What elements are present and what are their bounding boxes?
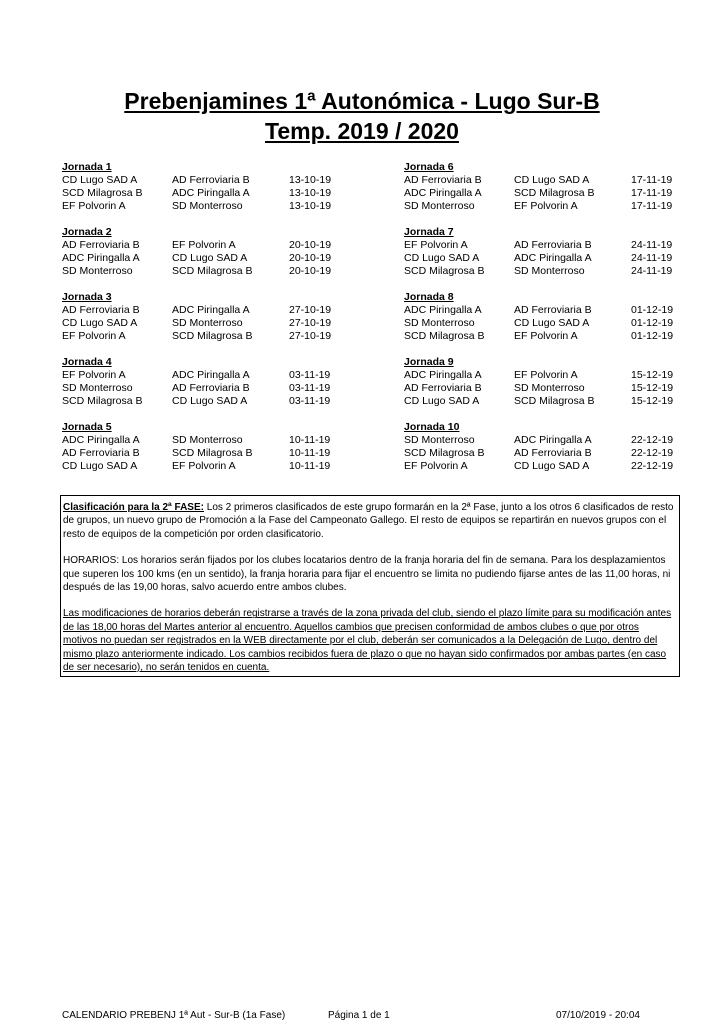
away-team: SCD Milagrosa B: [514, 395, 595, 407]
jornada-heading: Jornada 9: [404, 356, 454, 368]
match-row: [62, 200, 332, 213]
jornada-block: [62, 291, 332, 356]
match-date: 03-11-19: [289, 395, 331, 407]
match-date: 27-10-19: [289, 330, 332, 342]
away-team: ADC Piringalla A: [172, 187, 250, 199]
match-row: [62, 317, 332, 330]
season-title: Temp. 2019 / 2020: [265, 118, 459, 144]
match-date: 15-12-19: [631, 382, 674, 394]
away-team: EF Polvorin A: [514, 330, 578, 342]
jornada-block: [62, 421, 331, 486]
away-team: SD Monterroso: [172, 317, 243, 329]
home-team: AD Ferroviaria B: [62, 304, 140, 316]
home-team: CD Lugo SAD A: [404, 252, 480, 264]
modificaciones-note: Las modificaciones de horarios deberán registrarse a través de la zona privada del club, siendo el plazo límite para su modificación antes de las 18,00 horas del Martes anterior al encuentro. Aquellos cambios que precisen conformidad de ambos clubes o que por otros motivos no puedan ser registrados en la WEB directamente por el club, deberán ser comunicados a la Delegación de Lugo, dentro del mismo plazo anteriormente indicado. Los cambios recibidos fuera de plazo o que no hayan sido confirmados por ambas partes (en caso de ser necesario), no serán tenidos en cuenta.: [63, 608, 672, 674]
jornada-block: [404, 291, 674, 356]
jornada-heading: Jornada 8: [404, 291, 454, 303]
jornada-block: [62, 161, 332, 226]
match-date: 17-11-19: [631, 174, 673, 186]
home-team: SCD Milagrosa B: [62, 395, 143, 407]
jornada-block: [404, 161, 673, 226]
jornada-heading: Jornada 2: [62, 226, 112, 238]
away-team: SCD Milagrosa B: [514, 187, 595, 199]
clasificacion-label: Clasificación para la 2ª FASE:: [63, 502, 204, 513]
away-team: ADC Piringalla A: [172, 304, 250, 316]
away-team: AD Ferroviaria B: [514, 239, 592, 251]
match-row: [62, 252, 332, 265]
away-team: SCD Milagrosa B: [172, 330, 253, 342]
home-team: CD Lugo SAD A: [62, 317, 138, 329]
home-team: ADC Piringalla A: [62, 252, 140, 264]
home-team: ADC Piringalla A: [404, 304, 482, 316]
away-team: AD Ferroviaria B: [172, 174, 250, 186]
home-team: EF Polvorin A: [404, 239, 468, 251]
match-row: [62, 239, 332, 252]
home-team: CD Lugo SAD A: [404, 395, 480, 407]
jornada-heading: Jornada 3: [62, 291, 112, 303]
footer-document-name: CALENDARIO PREBENJ 1ª Aut - Sur-B (1a Fase): [62, 1010, 286, 1021]
match-date: 17-11-19: [631, 200, 673, 212]
horarios-note: HORARIOS: Los horarios serán fijados por los clubes locatarios dentro de la franja horaria del fin de semana. Para los desplazamientos que superen los 100 kms (en un sentido), la franja horaria para fijar el encuentro se limita no pudiendo fijarse antes de las 11,00 horas, ni después de las 19,00 horas, salvo acuerdo entre ambos clubes.: [63, 555, 671, 594]
match-row: [62, 304, 332, 317]
away-team: CD Lugo SAD A: [514, 460, 590, 472]
match-row: [62, 265, 332, 278]
home-team: ADC Piringalla A: [404, 187, 482, 199]
home-team: EF Polvorin A: [404, 460, 468, 472]
away-team: SD Monterroso: [172, 434, 243, 446]
home-team: SD Monterroso: [62, 265, 133, 277]
home-team: AD Ferroviaria B: [404, 382, 482, 394]
home-team: CD Lugo SAD A: [62, 460, 138, 472]
match-date: 13-10-19: [289, 174, 332, 186]
home-team: AD Ferroviaria B: [404, 174, 482, 186]
match-date: 13-10-19: [289, 200, 332, 212]
match-date: 17-11-19: [631, 187, 673, 199]
away-team: SD Monterroso: [172, 200, 243, 212]
jornada-heading: Jornada 4: [62, 356, 112, 368]
match-row: [404, 434, 674, 447]
match-row: [404, 304, 674, 317]
match-row: [404, 174, 673, 187]
jornadas-column-left: [62, 161, 332, 486]
home-team: SD Monterroso: [62, 382, 133, 394]
match-row: [404, 265, 673, 278]
away-team: AD Ferroviaria B: [514, 304, 592, 316]
away-team: ADC Piringalla A: [514, 252, 592, 264]
jornada-block: [404, 356, 674, 421]
match-date: 03-11-19: [289, 382, 331, 394]
match-row: [404, 187, 673, 200]
match-row: [62, 447, 331, 460]
notes-box: [60, 495, 680, 677]
match-date: 20-10-19: [289, 265, 332, 277]
match-date: 22-12-19: [631, 460, 674, 472]
away-team: SCD Milagrosa B: [172, 265, 253, 277]
home-team: SCD Milagrosa B: [62, 187, 143, 199]
home-team: ADC Piringalla A: [62, 434, 140, 446]
jornada-heading: Jornada 7: [404, 226, 454, 238]
match-row: [62, 460, 331, 473]
jornada-block: [62, 226, 332, 291]
match-row: [62, 382, 331, 395]
away-team: AD Ferroviaria B: [514, 447, 592, 459]
home-team: SD Monterroso: [404, 434, 475, 446]
away-team: EF Polvorin A: [172, 460, 236, 472]
clasificacion-text: Los 2 primeros clasificados de este grupo formarán en la 2ª Fase, junto a los otros 6 clasificados de resto de grupos, un nuevo grupo de Promoción a la Fase del Campeonato Gallego. El resto de equipos se repartirán en nuevos grupos con el resto de equipos de la competición por orden clasificatorio.: [63, 502, 674, 540]
match-date: 13-10-19: [289, 187, 332, 199]
footer-timestamp: 07/10/2019 - 20:04: [556, 1010, 640, 1021]
match-row: [62, 174, 332, 187]
match-date: 10-11-19: [289, 447, 331, 459]
match-date: 27-10-19: [289, 317, 332, 329]
match-date: 24-11-19: [631, 252, 673, 264]
clasificacion-note: [63, 501, 675, 541]
jornadas-column-right: [404, 161, 674, 486]
home-team: SD Monterroso: [404, 200, 475, 212]
jornada-block: [62, 356, 331, 421]
home-team: SCD Milagrosa B: [404, 330, 485, 342]
match-date: 20-10-19: [289, 239, 332, 251]
match-row: [62, 434, 331, 447]
away-team: CD Lugo SAD A: [172, 252, 248, 264]
away-team: ADC Piringalla A: [514, 434, 592, 446]
away-team: SCD Milagrosa B: [172, 447, 253, 459]
match-date: 15-12-19: [631, 395, 674, 407]
match-date: 24-11-19: [631, 265, 673, 277]
away-team: SD Monterroso: [514, 382, 585, 394]
home-team: EF Polvorin A: [62, 369, 126, 381]
away-team: CD Lugo SAD A: [172, 395, 248, 407]
match-date: 20-10-19: [289, 252, 332, 264]
away-team: CD Lugo SAD A: [514, 317, 590, 329]
away-team: SD Monterroso: [514, 265, 585, 277]
match-row: [404, 239, 673, 252]
match-date: 22-12-19: [631, 447, 674, 459]
match-date: 27-10-19: [289, 304, 332, 316]
jornada-heading: Jornada 1: [62, 161, 112, 173]
jornada-block: [404, 421, 674, 486]
match-date: 24-11-19: [631, 239, 673, 251]
home-team: EF Polvorin A: [62, 200, 126, 212]
home-team: SCD Milagrosa B: [404, 447, 485, 459]
away-team: AD Ferroviaria B: [172, 382, 250, 394]
home-team: AD Ferroviaria B: [62, 447, 140, 459]
home-team: ADC Piringalla A: [404, 369, 482, 381]
match-date: 10-11-19: [289, 460, 331, 472]
match-row: [62, 395, 331, 408]
match-date: 01-12-19: [631, 304, 674, 316]
jornada-heading: Jornada 10: [404, 421, 460, 433]
match-row: [404, 369, 674, 382]
match-row: [404, 200, 673, 213]
jornada-heading: Jornada 6: [404, 161, 454, 173]
jornada-block: [404, 226, 673, 291]
home-team: SCD Milagrosa B: [404, 265, 485, 277]
away-team: CD Lugo SAD A: [514, 174, 590, 186]
jornada-heading: Jornada 5: [62, 421, 112, 433]
match-row: [404, 447, 674, 460]
match-row: [404, 395, 674, 408]
home-team: CD Lugo SAD A: [62, 174, 138, 186]
match-row: [404, 382, 674, 395]
home-team: EF Polvorin A: [62, 330, 126, 342]
match-row: [62, 330, 332, 343]
match-row: [404, 252, 673, 265]
match-row: [404, 460, 674, 473]
home-team: SD Monterroso: [404, 317, 475, 329]
away-team: EF Polvorin A: [172, 239, 236, 251]
match-date: 01-12-19: [631, 317, 674, 329]
away-team: EF Polvorin A: [514, 369, 578, 381]
match-date: 15-12-19: [631, 369, 674, 381]
footer-page-number: Página 1 de 1: [328, 1010, 390, 1021]
away-team: EF Polvorin A: [514, 200, 578, 212]
home-team: AD Ferroviaria B: [62, 239, 140, 251]
match-row: [404, 317, 674, 330]
match-date: 01-12-19: [631, 330, 674, 342]
match-row: [404, 330, 674, 343]
match-date: 03-11-19: [289, 369, 331, 381]
match-row: [62, 187, 332, 200]
match-date: 22-12-19: [631, 434, 674, 446]
match-date: 10-11-19: [289, 434, 331, 446]
match-row: [62, 369, 331, 382]
page-title: Prebenjamines 1ª Autonómica - Lugo Sur-B: [124, 88, 600, 114]
away-team: ADC Piringalla A: [172, 369, 250, 381]
